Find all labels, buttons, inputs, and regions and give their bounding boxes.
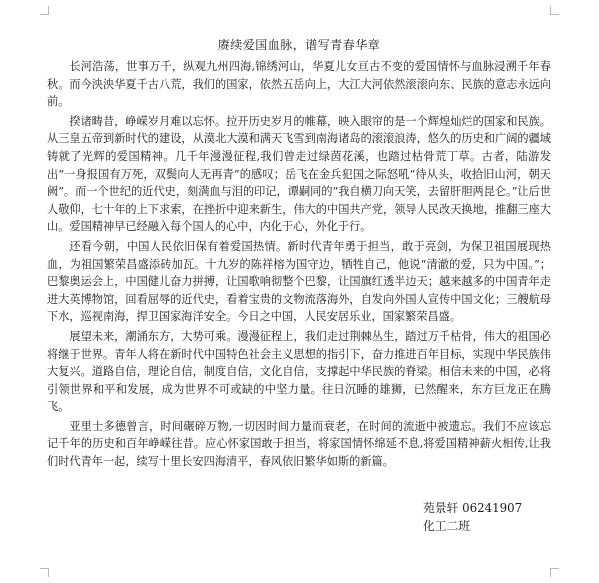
author-signature — [423, 499, 522, 535]
author-class: 化工二班 — [423, 519, 471, 533]
paragraph-present: 还看今朝，中国人民依旧保有着爱国热情。新时代青年勇于担当，敢于亮剑，为保卫祖国展现热血，为祖国繁荣昌盛添砖加瓦。十九岁的陈祥榕为国守边，牺牲自己，他说“清澈的爱，只为中国。”；巴黎奥运会上，中国健儿奋力拼搏，让国歌响彻整个巴黎，让国旗红透半边天；越来越多的中国青年走进大英博物馆，回看屈辱的近代史，看着宝贵的文物流落海外，自发向外国人宣传中国文化；三艘航母下水，巡视南海，捍卫国家海洋安全。今日之中国，人民安居乐业，国家繁荣昌盛。 — [47, 239, 551, 324]
page-margin-mark-top-left — [40, 6, 49, 15]
paragraph-history: 揆诸畴昔，峥嵘岁月难以忘怀。拉开历史岁月的帷幕，映入眼帘的是一个辉煌灿烂的国家和民族。从三皇五帝到新时代的建设，从漠北大漠和满天飞雪到南海诸岛的滚滚浪涛，悠久的历史和广阔的疆域铸就了光辉的爱国精神。几千年漫漫征程,我们曾走过绿茵花溪，也踏过枯骨荒丁草。古者，陆游发出“一身报国有万死，双鬓向人无再青”的感叹；岳飞在金兵犯国之际怒吼“待从头，收拾旧山河，朝天阙”。而一个世纪的近代史，刻满血与泪的印记，谭嗣同的“我自横刀向天笑，去留肝胆两昆仑。”让后世人敬仰，七十年的上下求索，在挫折中迎来新生，伟大的中国共产党，领导人民改天换地，推翻三座大山。爱国精神早已经融入每个国人的心中，内化于心，外化于行。 — [47, 114, 551, 234]
page-margin-mark-bottom-right — [550, 568, 559, 577]
document-body[interactable] — [47, 36, 551, 471]
page-margin-mark-bottom-left — [40, 568, 49, 577]
author-name-id: 苑景轩 06241907 — [423, 501, 523, 515]
paragraph-intro: 长河浩荡，世事万千，纵观九州四海,锦绣河山，华夏儿女亘古不变的爱国情怀与血脉浸溯千年春秋。而今泱泱华夏千古八荒，我们的国家，依然五岳向上，大江大河依然滚滚向东、民族的意志永远向前。 — [47, 60, 551, 109]
page-margin-mark-top-right — [550, 6, 559, 15]
paragraph-conclusion: 亚里士多德曾言，时间碾碎万物,一切因时间力量而衰老，在时间的流逝中被遗忘。我们不应该忘记千年的历史和百年峥嵘往昔。应心怀家国敢于担当，将家国情怀绵延不息,将爱国精神薪火相传,让我们时代青年一起，续写十里长安四海清平，春风依旧繁华如斯的新篇。 — [47, 419, 551, 469]
paragraph-future: 展望未来，潮涌东方，大势可乘。漫漫征程上，我们走过荆棘丛生，踏过万千枯骨，伟大的祖国必将继于世界。青年人将在新时代中国特色社会主义思想的指引下，奋力推进百年目标，实现中华民族伟大复兴。道路自信，理论自信，制度自信，文化自信，支撑起中华民族的脊梁。相信未来的中国，必将引领世界和平和发展，成为世界不可或缺的中坚力量。往日沉睡的雄狮，已然醒来，东方巨龙正在腾飞。 — [47, 329, 551, 414]
document-title: 赓续爱国血脉，谱写青春华章 — [217, 38, 381, 52]
